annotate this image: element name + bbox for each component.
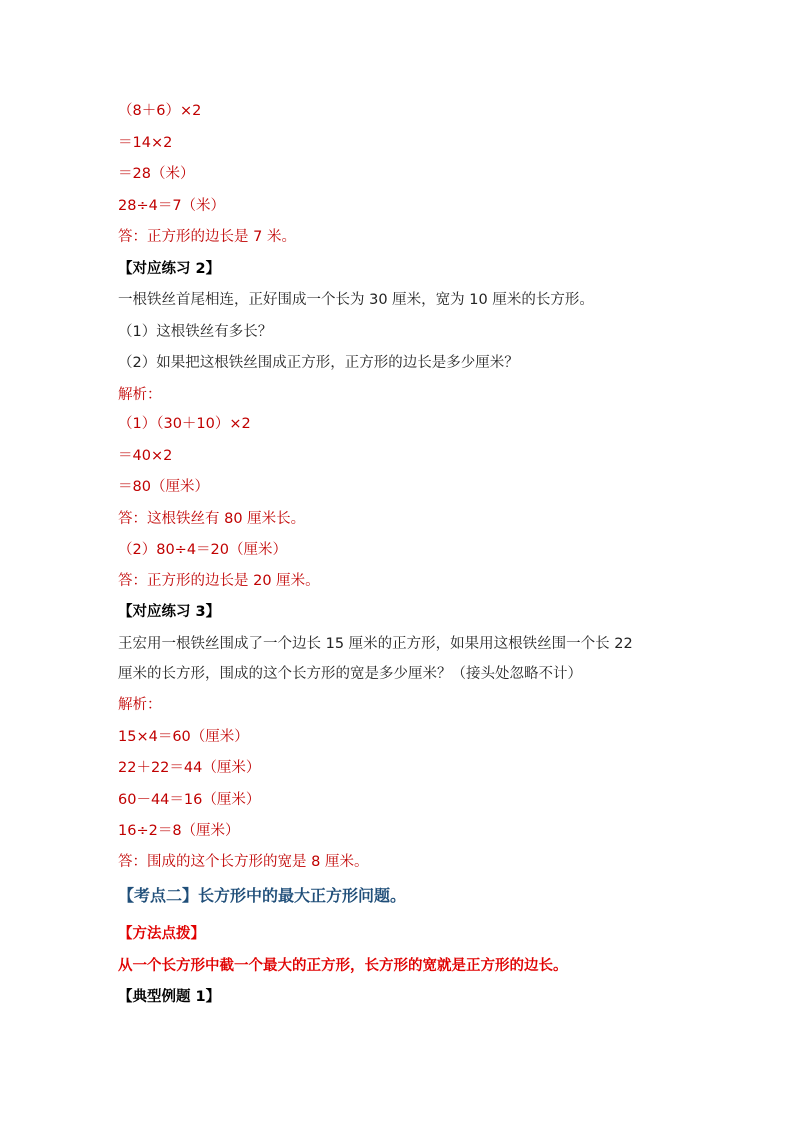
method-label: 【方法点拨】 xyxy=(118,926,205,942)
answer-suffix: 厘米长。 xyxy=(242,511,306,527)
solution-line: 16÷2＝8（厘米） xyxy=(118,823,240,839)
solution-line: （8＋6）×2 xyxy=(118,103,202,119)
answer-line xyxy=(118,227,296,247)
answer-line xyxy=(118,509,305,529)
practice-2-question-2: （2）如果把这根铁丝围成正方形，正方形的边长是多少厘米？ xyxy=(118,355,519,371)
solution-line: 28÷4＝7（米） xyxy=(118,198,226,214)
answer-prefix: 答：这根铁丝有 xyxy=(118,511,225,527)
solution-line: 22＋22＝44（厘米） xyxy=(118,760,261,776)
solution-line: 60－44＝16（厘米） xyxy=(118,792,261,808)
analysis-label: 解析： xyxy=(118,387,162,403)
answer-value: 7 xyxy=(253,229,263,245)
answer-suffix: 米。 xyxy=(262,229,296,245)
answer-value: 80 xyxy=(224,511,243,527)
method-text: 从一个长方形中截一个最大的正方形，长方形的宽就是正方形的边长。 xyxy=(118,958,568,974)
practice-3-title: 【对应练习 3】 xyxy=(118,604,221,620)
answer-value: 20 xyxy=(253,573,272,589)
solution-line: ＝14×2 xyxy=(118,135,173,151)
answer-prefix: 答：正方形的边长是 xyxy=(118,573,254,589)
solution-line: （2）80÷4＝20（厘米） xyxy=(118,542,288,558)
practice-2-title: 【对应练习 2】 xyxy=(118,261,221,277)
answer-suffix: 厘米。 xyxy=(320,854,369,870)
answer-prefix: 答：正方形的边长是 xyxy=(118,229,254,245)
key-point-2-heading xyxy=(118,886,406,906)
analysis-label: 解析： xyxy=(118,697,162,713)
answer-prefix: 答：围成的这个长方形的宽是 xyxy=(118,854,312,870)
practice-2-question-1: （1）这根铁丝有多长？ xyxy=(118,324,273,340)
answer-line xyxy=(118,571,320,591)
answer-line xyxy=(118,852,368,872)
solution-line: ＝28（米） xyxy=(118,166,195,182)
solution-line: 15×4＝60（厘米） xyxy=(118,729,249,745)
answer-value: 8 xyxy=(311,854,321,870)
practice-3-question-line-2: 厘米的长方形，围成的这个长方形的宽是多少厘米？（接头处忽略不计） xyxy=(118,666,582,682)
solution-line: （1）（30＋10）×2 xyxy=(118,416,251,432)
practice-3-question-line-1: 王宏用一根铁丝围成了一个边长 15 厘米的正方形，如果用这根铁丝围一个长 22 xyxy=(118,636,633,652)
key-point-2-title: 长方形中的最大正方形问题。 xyxy=(198,886,407,905)
solution-line: ＝80（厘米） xyxy=(118,479,209,495)
answer-suffix: 厘米。 xyxy=(271,573,320,589)
solution-line: ＝40×2 xyxy=(118,448,173,464)
practice-2-question: 一根铁丝首尾相连，正好围成一个长为 30 厘米，宽为 10 厘米的长方形。 xyxy=(118,292,594,308)
key-point-2-bracket: 【考点二】 xyxy=(118,886,199,905)
example-1-label: 【典型例题 1】 xyxy=(118,989,221,1005)
